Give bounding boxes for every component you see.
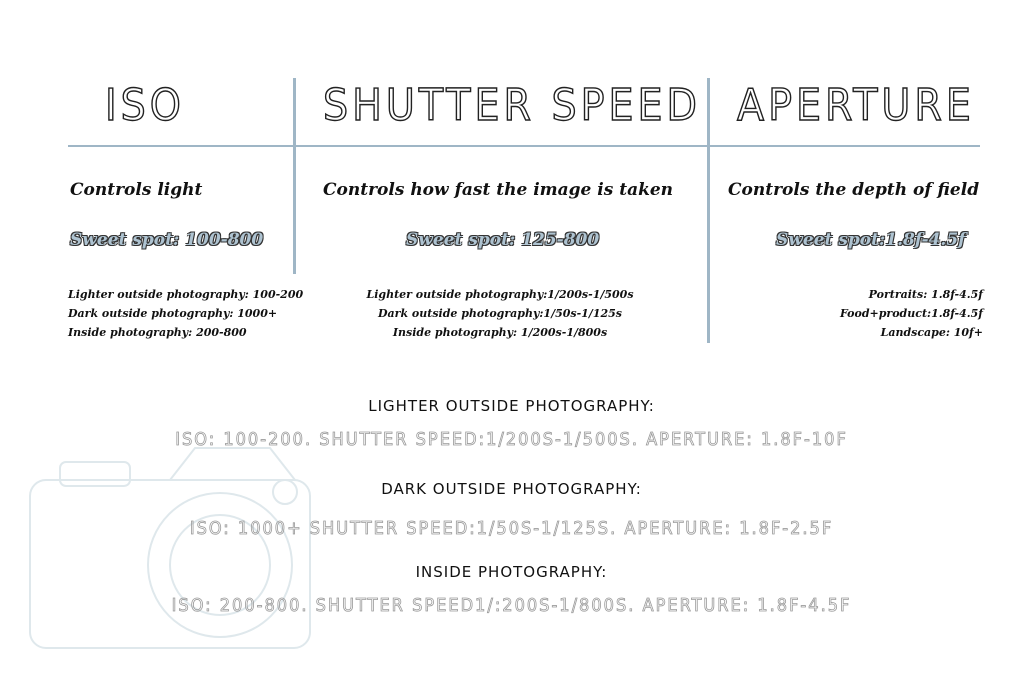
list-item: Landscape: 10f+: [880, 326, 983, 339]
iso-sweet-spot: Sweet spot: 100-800: [70, 230, 264, 250]
dark-outside-title: DARK OUTSIDE PHOTOGRAPHY:: [381, 480, 642, 498]
iso-list: [68, 285, 303, 342]
lighter-outside-title: LIGHTER OUTSIDE PHOTOGRAPHY:: [368, 397, 655, 415]
inside-title: INSIDE PHOTOGRAPHY:: [415, 563, 608, 581]
aperture-subtitle: Controls the depth of field: [728, 180, 980, 200]
shutter-list: [330, 285, 670, 342]
list-item: Lighter outside photography:1/200s-1/500s: [366, 288, 634, 301]
header-divider: [68, 145, 980, 147]
dark-outside-detail: ISO: 1000+ SHUTTER SPEED:1/50S-1/125S. APERTURE: 1.8F-2.5F: [189, 518, 834, 539]
list-item: Dark outside photography: 1000+: [68, 307, 278, 320]
column-divider-left: [293, 78, 296, 274]
column-divider-right: [707, 78, 710, 343]
aperture-list: [790, 285, 983, 342]
aperture-sweet-spot: Sweet spot:1.8f-4.5f: [776, 230, 966, 250]
iso-subtitle: Controls light: [70, 180, 203, 200]
shutter-subtitle: Controls how fast the image is taken: [323, 180, 674, 200]
list-item: Inside photography: 200-800: [68, 326, 247, 339]
shutter-speed-header: SHUTTER SPEED: [323, 80, 702, 131]
list-item: Food+product:1.8f-4.5f: [839, 307, 983, 320]
list-item: Portraits: 1.8f-4.5f: [868, 288, 983, 301]
iso-header: ISO: [105, 80, 185, 131]
list-item: Inside photography: 1/200s-1/800s: [392, 326, 608, 339]
aperture-header: APERTURE: [737, 80, 975, 131]
camera-icon: [20, 440, 320, 655]
lighter-outside-detail: ISO: 100-200. SHUTTER SPEED:1/200S-1/500S. APERTURE: 1.8F-10F: [175, 429, 848, 450]
shutter-sweet-spot: Sweet spot: 125-800: [406, 230, 600, 250]
list-item: Lighter outside photography: 100-200: [68, 288, 304, 301]
list-item: Dark outside photography:1/50s-1/125s: [378, 307, 622, 320]
inside-detail: ISO: 200-800. SHUTTER SPEED1/:200S-1/800S. APERTURE: 1.8F-4.5F: [171, 595, 852, 616]
